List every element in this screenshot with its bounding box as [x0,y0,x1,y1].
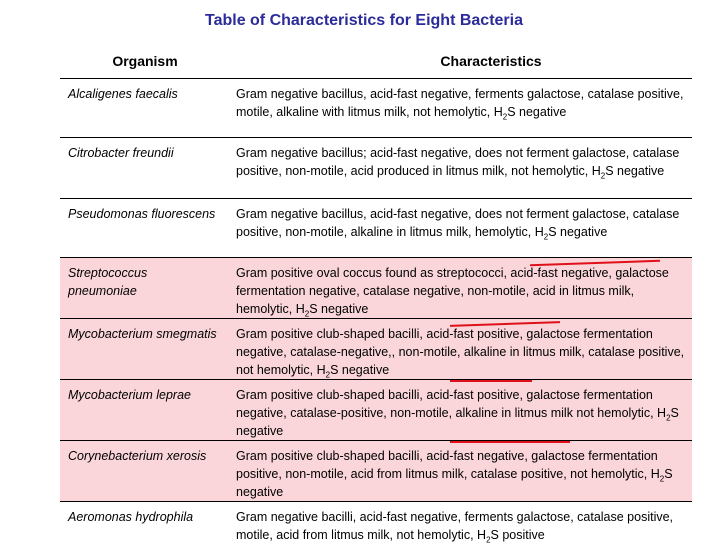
text-part: S negative [236,406,679,438]
organism-name: Citrobacter freundii [68,146,174,160]
subscript: 2 [486,535,491,545]
organism-name: Corynebacterium xerosis [68,449,207,463]
organism-name: Streptococcus pneumoniae [68,266,148,298]
text-part: S negative [236,467,673,499]
characteristics-text [236,325,686,379]
text-part: Gram negative bacillus; acid-fast negative, does not ferment galactose, catalase positive, non-motile, acid produced in litmus milk, not hemolytic, H [236,146,680,178]
subscript: 2 [325,370,331,380]
text-part: Gram positive club-shaped bacilli, acid-fast positive, galactose fermentation negative, catalase-positive, non-motile, alkaline in litmus milk not hemolytic, H [236,388,667,420]
text-part: Gram negative bacillus, acid-fast negative, ferments galactose, catalase positive, motile, alkaline with litmus milk, not hemolytic, H [236,87,684,119]
bacteria-table [60,44,692,545]
text-part: S negative [605,164,665,178]
text-part: S positive [490,528,545,542]
organism-name: Mycobacterium leprae [68,388,191,402]
organism-name: Mycobacterium smegmatis [68,327,217,341]
text-part: S negative [309,302,369,316]
red-underline-annotation [450,380,532,382]
table-row [60,258,692,319]
text-part: Gram positive oval coccus found as streptococci, acid-fast negative, galactose fermentation negative, catalase negative, non-motile, acid in litmus milk, hemolytic, H [236,266,669,316]
text-part: Gram negative bacilli, acid-fast negative, ferments galactose, catalase positive, motile, acid from litmus milk, not hemolytic, H [236,510,674,542]
organism-name: Aeromonas hydrophila [68,510,194,524]
table-row [60,441,692,502]
text-part: Gram positive club-shaped bacilli, acid-fast positive, galactose fermentation negative, catalase-negative,, non-motile, alkaline in litmus milk, catalase positive, not hemolytic, H [236,327,685,377]
characteristics-text [236,386,686,440]
table-row [60,138,692,199]
text-part: S negative [507,105,567,119]
subscript: 2 [666,413,671,423]
table-header [60,44,692,79]
table-row [60,502,692,545]
table-row [60,380,692,441]
table-row [60,79,692,138]
table-row [60,319,692,380]
characteristics-text [236,144,686,180]
characteristics-text [236,508,686,544]
subscript: 2 [502,112,508,122]
characteristics-text [236,85,686,121]
subscript: 2 [543,232,549,242]
characteristics-text [236,447,686,501]
header-organism: Organism [112,53,178,69]
text-part: S negative [330,363,390,377]
subscript: 2 [659,474,665,484]
text-part: Gram negative bacillus, acid-fast negative, does not ferment galactose, catalase positive, non-motile, alkaline in litmus milk, hemolytic, H [236,207,680,239]
red-underline-annotation [450,441,570,443]
header-characteristics: Characteristics [440,53,542,69]
organism-name: Pseudomonas fluorescens [68,207,216,221]
organism-name: Alcaligenes faecalis [68,87,178,101]
table-row [60,199,692,258]
characteristics-text [236,205,686,241]
subscript: 2 [304,309,310,319]
characteristics-text [236,264,686,318]
subscript: 2 [600,171,606,181]
table-title: Table of Characteristics for Eight Bacteria [204,12,523,29]
text-part: Gram positive club-shaped bacilli, acid-fast negative, galactose fermentation positive, non-motile, acid from litmus milk, catalase positive, not hemolytic, H [236,449,660,481]
text-part: S negative [548,225,608,239]
